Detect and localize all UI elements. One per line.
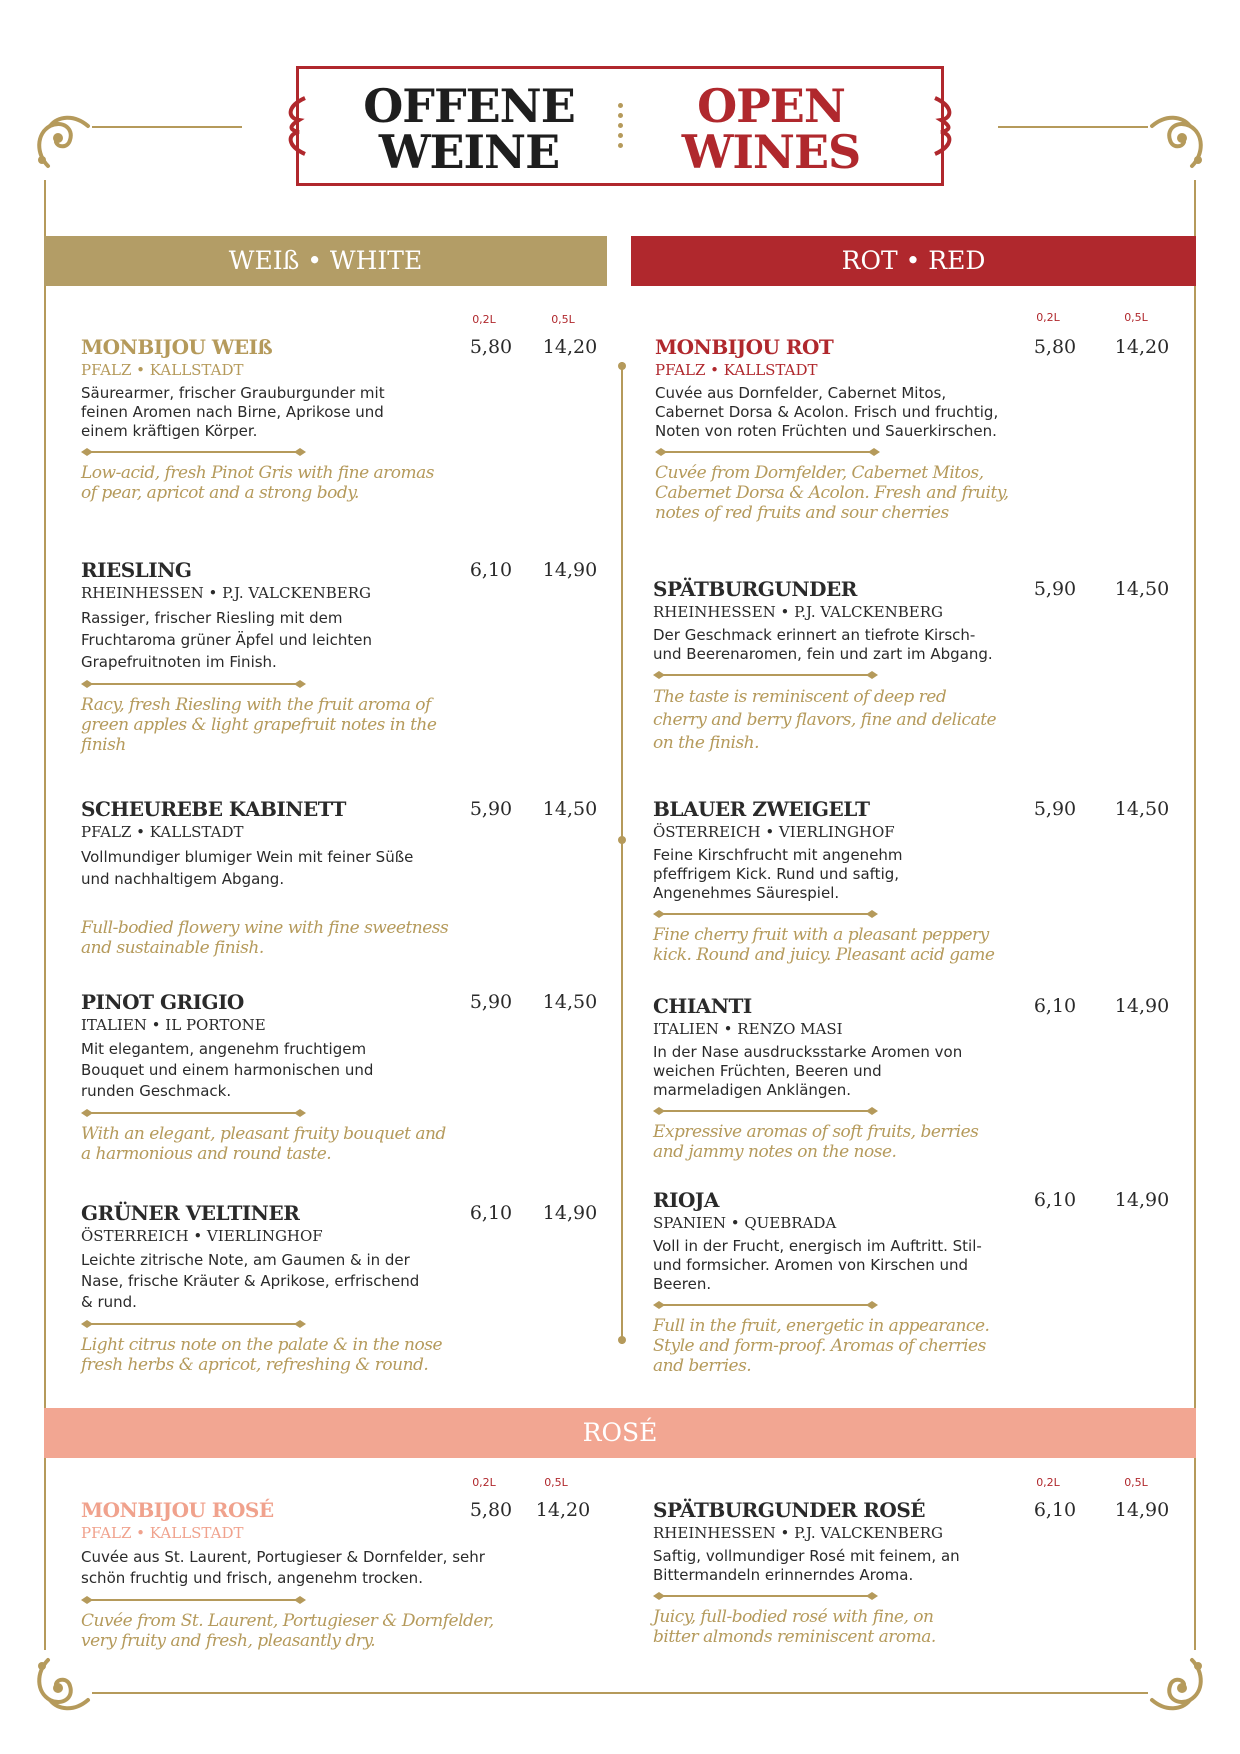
price-large: 14,90 [1114,1499,1170,1521]
wine-description-german: In der Nase ausdrucksstarke Aromen von weichen Früchten, Beeren und marmeladigen Anklängen. [653,1043,963,1099]
size-label-rose-right-large: 0,5L [1124,1476,1148,1489]
title-german [339,79,599,179]
wine-origin: RHEINHESSEN • P.J. VALCKENBERG [653,1524,943,1542]
wine-description-english: Low-acid, fresh Pinot Gris with fine aromas of pear, apricot and a strong body. [81,463,435,503]
price-large: 14,90 [1114,1189,1170,1211]
wine-description-german: Rassiger, frischer Riesling mit dem Fruchtaroma grüner Äpfel und leichten Grapefruitnoten im Finish. [81,609,372,671]
title-scroll-left-icon [283,96,309,156]
wine-description-english: Light citrus note on the palate & in the nose fresh herbs & apricot, refreshing & round. [81,1335,443,1375]
divider-ornament-icon [653,909,878,919]
wine-description-english: Juicy, full-bodied rosé with fine, on bitter almonds reminiscent aroma. [653,1607,936,1647]
wine-description-german: Der Geschmack erinnert an tiefrote Kirsch- und Beerenaromen, fein und zart im Abgang. [653,626,993,663]
price-small: 6,10 [469,1202,513,1224]
wine-origin: PFALZ • KALLSTADT [655,361,818,379]
wine-description-german: Vollmundiger blumiger Wein mit feiner Süße und nachhaltigem Abgang. [81,848,414,888]
title-english-line-1: OPEN [697,79,845,133]
column-divider [617,362,627,1344]
wine-name: PINOT GRIGIO [81,990,244,1014]
wine-description-english: Expressive aromas of soft fruits, berries and jammy notes on the nose. [653,1122,979,1162]
wine-description-english: Full in the fruit, energetic in appearance. Style and form-proof. Aromas of cherries and berries. [653,1316,990,1376]
wine-name: RIOJA [653,1188,719,1212]
title-dots-divider [617,103,623,153]
price-small: 5,80 [469,1499,513,1521]
price-small: 6,10 [469,559,513,581]
wine-name: SPÄTBURGUNDER [653,577,857,601]
price-small: 5,90 [1033,578,1077,600]
wine-description-english: Racy, fresh Riesling with the fruit aroma of green apples & light grapefruit notes in the finish [81,695,437,755]
size-label-rose-left-large: 0,5L [544,1476,568,1489]
wine-name: SCHEUREBE KABINETT [81,797,346,821]
size-label-red-small: 0,2L [1036,311,1060,324]
price-small: 6,10 [1033,1499,1077,1521]
wine-description-german: Cuvée aus Dornfelder, Cabernet Mitos, Cabernet Dorsa & Acolon. Frisch und fruchtig, Noten von roten Früchten und Sauerkirschen. [655,384,999,440]
wine-origin: PFALZ • KALLSTADT [81,823,244,841]
wine-description-german: Cuvée aus St. Laurent, Portugieser & Dornfelder, sehr schön fruchtig und frisch, angenehm trocken. [81,1548,485,1587]
wine-origin: ITALIEN • RENZO MASI [653,1020,843,1038]
title-german-line-2: WEINE [378,125,560,179]
title-english [641,79,901,179]
price-large: 14,50 [542,991,598,1013]
wine-description-english: Cuvée from St. Laurent, Portugieser & Dornfelder, very fruity and fresh, pleasantly dry. [81,1611,494,1651]
size-label-white-large: 0,5L [551,313,575,326]
wine-name: CHIANTI [653,994,752,1018]
size-label-rose-right-small: 0,2L [1036,1476,1060,1489]
price-large: 14,90 [542,559,598,581]
divider-ornament-icon [653,1106,878,1116]
wine-origin: SPANIEN • QUEBRADA [653,1214,837,1232]
title-box [296,66,944,186]
wine-origin: PFALZ • KALLSTADT [81,361,244,379]
price-large: 14,20 [542,336,598,358]
price-small: 5,80 [469,336,513,358]
price-small: 6,10 [1033,995,1077,1017]
wine-entry-pinot-grigio [81,989,611,1164]
price-large: 14,90 [542,1202,598,1224]
wine-description-english: Full-bodied flowery wine with fine sweetness and sustainable finish. [81,918,449,958]
wine-description-german: Mit elegantem, angenehm fruchtigem Bouquet und einem harmonischen und runden Geschmack. [81,1040,374,1100]
wine-origin: ITALIEN • IL PORTONE [81,1016,266,1034]
divider-ornament-icon [81,447,306,457]
wine-entry-spaetburgunder [653,576,1183,755]
wine-entry-chianti [653,993,1183,1162]
wine-name: RIESLING [81,558,192,582]
section-header-red: ROT • RED [631,236,1196,286]
wine-entry-monbijou-rose [81,1497,611,1651]
price-large: 14,20 [1114,336,1170,358]
price-small: 5,90 [469,798,513,820]
wine-description-german: Saftig, vollmundiger Rosé mit feinem, an Bittermandeln erinnerndes Aroma. [653,1547,960,1584]
title-german-line-1: OFFENE [363,79,575,133]
wine-origin: RHEINHESSEN • P.J. VALCKENBERG [81,584,371,602]
wine-origin: PFALZ • KALLSTADT [81,1524,244,1542]
price-large: 14,90 [1114,995,1170,1017]
wine-name: MONBIJOU ROT [655,335,834,359]
wine-entry-rioja [653,1187,1183,1376]
corner-ornament-bottom-left-icon [28,1650,98,1720]
price-small: 6,10 [1033,1189,1077,1211]
wine-description-english: With an elegant, pleasant fruity bouquet and a harmonious and round taste. [81,1124,446,1164]
wine-entry-gruener-veltiner [81,1200,611,1375]
wine-entry-blauer-zweigelt [653,796,1183,965]
price-small: 5,90 [469,991,513,1013]
wine-entry-riesling [81,557,611,755]
wine-name: MONBIJOU ROSÉ [81,1498,274,1522]
wine-name: MONBIJOU WEIß [81,335,273,359]
wine-entry-monbijou-rot [655,334,1185,523]
section-header-white: WEIß • WHITE [44,236,607,286]
price-large: 14,50 [542,798,598,820]
frame-top-left-line [92,126,242,128]
wine-entry-scheurebe-kabinett [81,796,611,958]
wine-entry-monbijou-weiss [81,334,611,503]
divider-ornament-icon [653,1591,878,1601]
price-large: 14,50 [1114,578,1170,600]
divider-ornament-icon [81,1108,306,1118]
wine-description-english: The taste is reminiscent of deep red cherry and berry flavors, fine and delicate on the finish. [653,687,997,753]
size-label-red-large: 0,5L [1124,311,1148,324]
wine-origin: RHEINHESSEN • P.J. VALCKENBERG [653,603,943,621]
frame-top-right-line [998,126,1148,128]
wine-origin: ÖSTERREICH • VIERLINGHOF [653,823,895,841]
wine-name: BLAUER ZWEIGELT [653,797,870,821]
divider-ornament-icon [653,1300,878,1310]
wine-description-german: Leichte zitrische Note, am Gaumen & in der Nase, frische Kräuter & Aprikose, erfrischend & rund. [81,1251,420,1311]
price-small: 5,80 [1033,336,1077,358]
wine-description-english: Cuvée from Dornfelder, Cabernet Mitos, Cabernet Dorsa & Acolon. Fresh and fruity, notes of red fruits and sour cherries [655,463,1009,523]
section-header-rose: ROSÉ [44,1408,1196,1458]
wine-description-german: Säurearmer, frischer Grauburgunder mit feinen Aromen nach Birne, Aprikose und einem kräftigen Körper. [81,384,385,440]
divider-ornament-icon [81,1319,306,1329]
title-english-line-2: WINES [681,125,861,179]
wine-description-english: Fine cherry fruit with a pleasant peppery kick. Round and juicy. Pleasant acid game [653,925,995,965]
wine-description-german: Voll in der Frucht, energisch im Auftritt. Stil- und formsicher. Aromen von Kirschen und Beeren. [653,1237,982,1293]
title-scroll-right-icon [931,96,957,156]
corner-ornament-bottom-right-icon [1142,1650,1212,1720]
price-large: 14,20 [535,1499,591,1521]
wine-name: SPÄTBURGUNDER ROSÉ [653,1498,926,1522]
corner-ornament-top-right-icon [1142,106,1212,176]
divider-ornament-icon [653,670,878,680]
size-label-white-small: 0,2L [472,313,496,326]
wine-name: GRÜNER VELTINER [81,1201,300,1225]
size-label-rose-left-small: 0,2L [472,1476,496,1489]
divider-ornament-icon [81,1595,306,1605]
corner-ornament-top-left-icon [28,106,98,176]
wine-origin: ÖSTERREICH • VIERLINGHOF [81,1227,323,1245]
frame-bottom-line [92,1692,1148,1694]
wine-entry-spaetburgunder-rose [653,1497,1183,1647]
divider-ornament-icon [655,447,880,457]
wine-description-german: Feine Kirschfrucht mit angenehm pfeffrigem Kick. Rund und saftig, Angenehmes Säurespiel. [653,846,903,902]
price-small: 5,90 [1033,798,1077,820]
divider-ornament-icon [81,679,306,689]
price-large: 14,50 [1114,798,1170,820]
